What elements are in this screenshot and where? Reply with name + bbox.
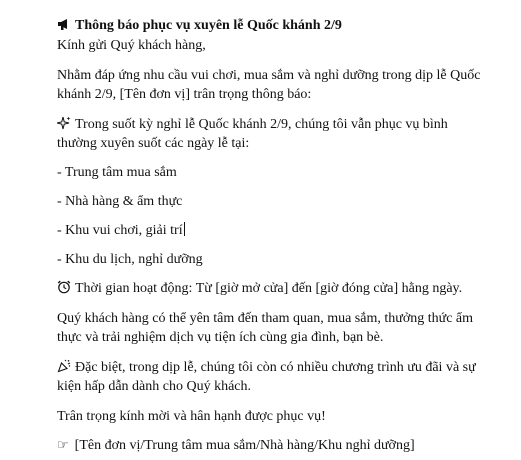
- salutation: Kính gửi Quý khách hàng,: [57, 38, 206, 53]
- hours-text: Thời gian hoạt động: Từ [giờ mở cửa] đến [giờ đóng cửa] hằng ngày.: [75, 281, 463, 296]
- promo-line-2: kiện hấp dẫn dành cho Quý khách.: [57, 379, 251, 394]
- list-item-text: - Khu vui chơi, giải trí: [57, 223, 183, 238]
- service-line-1-text: Trong suốt kỳ nghỉ lễ Quốc khánh 2/9, chúng tôi vẫn phục vụ bình: [75, 117, 448, 132]
- promo-line-1: [57, 358, 476, 378]
- hours-line: [57, 279, 462, 299]
- alarm-clock-icon: [57, 280, 71, 294]
- text-cursor: [184, 222, 185, 236]
- signature-text: [Tên đơn vị/Trung tâm mua sắm/Nhà hàng/Khu nghỉ dưỡng]: [74, 438, 415, 453]
- intro-line-1: Nhằm đáp ứng nhu cầu vui chơi, mua sắm và nghỉ dưỡng trong dịp lễ Quốc: [57, 68, 481, 83]
- reassure-line-1: Quý khách hàng có thể yên tâm đến tham quan, mua sắm, thưởng thức ẩm: [57, 311, 474, 326]
- list-item: [57, 221, 185, 241]
- megaphone-icon: [57, 17, 71, 31]
- closing-line: Trân trọng kính mời và hân hạnh được phục vụ!: [57, 409, 326, 424]
- intro-line-2: khánh 2/9, [Tên đơn vị] trân trọng thông báo:: [57, 87, 312, 102]
- promo-line-1-text: Đặc biệt, trong dịp lễ, chúng tôi còn có nhiều chương trình ưu đãi và sự: [75, 360, 476, 375]
- list-item: - Khu du lịch, nghỉ dưỡng: [57, 252, 203, 267]
- service-line-2: thường xuyên suốt các ngày lễ tại:: [57, 136, 250, 151]
- service-line-1: [57, 115, 448, 135]
- list-item: - Nhà hàng & ẩm thực: [57, 194, 183, 209]
- title-text: Thông báo phục vụ xuyên lễ Quốc khánh 2/9: [75, 18, 342, 33]
- pointing-hand-icon: ☞: [57, 438, 69, 453]
- sparkle-icon: [57, 116, 71, 130]
- signature-line: [57, 436, 415, 456]
- reassure-line-2: thực và trải nghiệm dịch vụ tiện ích cùng gia đình, bạn bè.: [57, 330, 384, 345]
- party-popper-icon: [57, 359, 71, 373]
- document-title: [57, 16, 342, 36]
- list-item: - Trung tâm mua sắm: [57, 165, 177, 180]
